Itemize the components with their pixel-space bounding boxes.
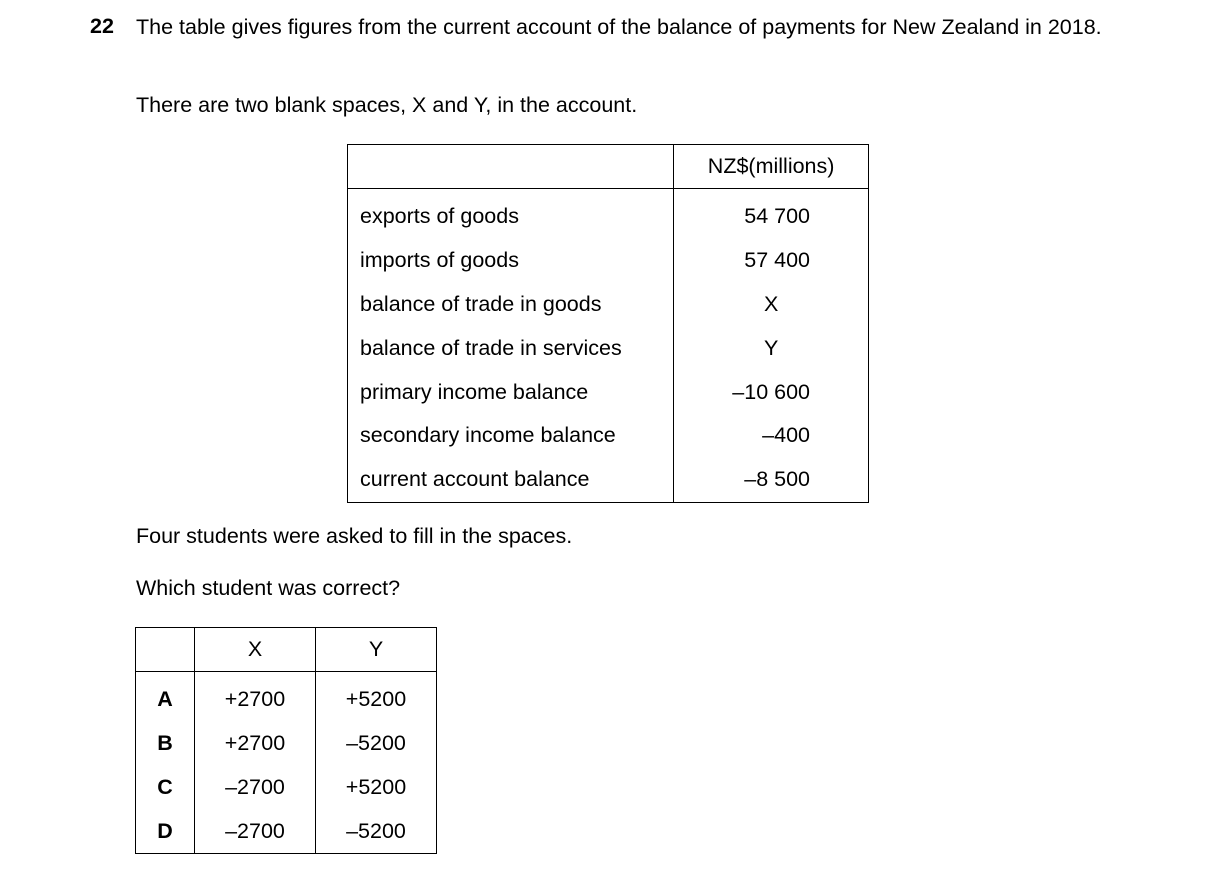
option-x: +2700 — [195, 672, 316, 722]
option-x: +2700 — [195, 722, 316, 766]
account-table-header-row — [348, 145, 869, 189]
table-row — [348, 370, 869, 414]
question-text: The table gives figures from the current account of the balance of payments for New Zealand in 2018. — [136, 15, 1102, 39]
row-label-imports: imports of goods — [348, 239, 674, 283]
account-header-label — [348, 145, 674, 189]
row-value-primary-income: –10 600 — [674, 370, 869, 414]
options-header-row — [136, 628, 437, 672]
option-y: +5200 — [316, 672, 437, 722]
row-label-secondary-income: secondary income balance — [348, 414, 674, 458]
row-value-secondary-income: –400 — [674, 414, 869, 458]
option-letter: B — [136, 722, 195, 766]
option-row-a — [136, 672, 437, 722]
instruction-text: Four students were asked to fill in the spaces. — [136, 524, 573, 548]
options-header-x: X — [195, 628, 316, 672]
row-value-imports: 57 400 — [674, 239, 869, 283]
row-label-trade-services: balance of trade in services — [348, 326, 674, 370]
row-label-primary-income: primary income balance — [348, 370, 674, 414]
row-label-trade-goods: balance of trade in goods — [348, 283, 674, 327]
question-number: 22 — [90, 14, 114, 38]
table-row — [348, 458, 869, 502]
account-header-value: NZ$(millions) — [674, 145, 869, 189]
option-y: –5200 — [316, 722, 437, 766]
options-table — [135, 627, 437, 854]
row-value-trade-services: Y — [674, 326, 869, 370]
row-value-trade-goods: X — [674, 283, 869, 327]
table-row — [348, 326, 869, 370]
option-row-b — [136, 722, 437, 766]
table-row — [348, 239, 869, 283]
options-header-y: Y — [316, 628, 437, 672]
option-y: +5200 — [316, 766, 437, 810]
blank-note: There are two blank spaces, X and Y, in the account. — [136, 93, 638, 117]
option-letter: A — [136, 672, 195, 722]
row-value-exports: 54 700 — [674, 189, 869, 239]
option-x: –2700 — [195, 766, 316, 810]
account-table — [347, 144, 869, 503]
prompt-text: Which student was correct? — [136, 576, 401, 600]
table-row — [348, 189, 869, 239]
options-header-letter — [136, 628, 195, 672]
table-row — [348, 414, 869, 458]
table-row — [348, 283, 869, 327]
row-label-exports: exports of goods — [348, 189, 674, 239]
option-x: –2700 — [195, 809, 316, 853]
option-letter: C — [136, 766, 195, 810]
row-label-current-account: current account balance — [348, 458, 674, 502]
option-row-c — [136, 766, 437, 810]
option-letter: D — [136, 809, 195, 853]
row-value-current-account: –8 500 — [674, 458, 869, 502]
option-row-d — [136, 809, 437, 853]
option-y: –5200 — [316, 809, 437, 853]
